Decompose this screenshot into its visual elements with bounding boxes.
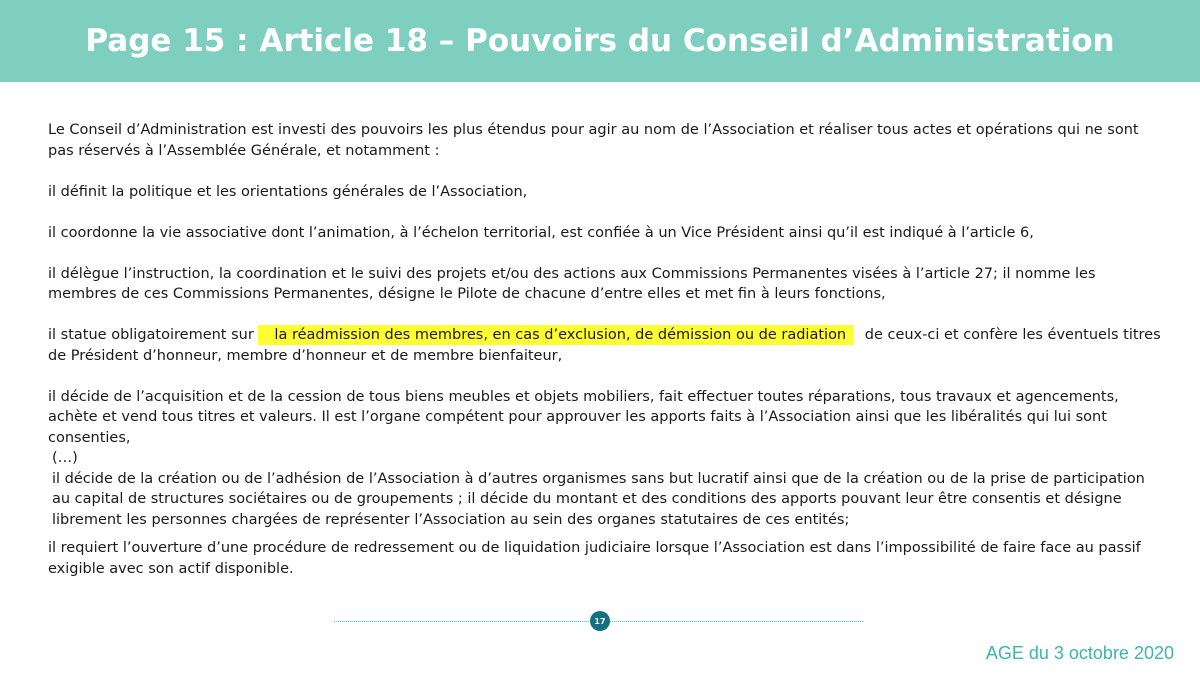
intro-paragraph: Le Conseil d’Administration est investi des pouvoirs les plus étendus pour agir au nom de l’Association et réaliser tous actes et opérations qui ne sont pas réservés à l’Assemblée Générale, et notamment : — [48, 122, 1139, 159]
highlighted-text: la réadmission des membres, en cas d’exclusion, de démission ou de radiation — [258, 325, 854, 345]
slide-header — [0, 0, 1200, 82]
power-item-2: il coordonne la vie associative dont l’animation, à l’échelon territorial, est confiée à un Vice Président ainsi qu’il est indiqué à l’article 6, — [48, 224, 1034, 241]
item4-trailing-text: de ceux-ci et confère les éventuels titres de Président d’honneur, membre d’honneur et de membre bienfaiteur, — [48, 327, 1161, 364]
power-item-1: il définit la politique et les orientations générales de l’Association, — [48, 183, 528, 200]
power-item-7: il requiert l’ouverture d’une procédure de redressement ou de liquidation judiciaire lorsque l’Association est dans l’impossibilité de faire face au passif exigible avec son actif disponible. — [48, 540, 1141, 577]
power-item-6: il décide de la création ou de l’adhésion de l’Association à d’autres organismes sans but lucratif ainsi que de la création ou de la prise de participation au capital de structures sociétaires ou de groupements ; il décide du montant et des conditions des apports pouvant leur être consentis et désigne librement les personnes chargées de représenter l’Association au sein des organes statutaires de ces entités; — [52, 470, 1145, 528]
article-body — [48, 120, 1163, 579]
item4-lead-text: il statue obligatoirement sur — [48, 327, 259, 343]
slide-title: Page 15 : Article 18 – Pouvoirs du Conseil d’Administration — [85, 23, 1115, 59]
page-number-badge: 17 — [590, 611, 610, 631]
power-item-4 — [48, 325, 1163, 366]
meeting-label: AGE du 3 octobre 2020 — [985, 643, 1174, 663]
ellipsis: (…) — [52, 450, 78, 466]
power-item-5: il décide de l’acquisition et de la cession de tous biens meubles et objets mobiliers, fait effectuer toutes réparations, tous travaux et agencements, achète et vend tous titres et valeurs. Il est l’organe compétent pour approuver les apports faits à l’Association ainsi que les libéralités qui lui sont consenties, — [48, 388, 1119, 446]
power-item-3: il délègue l’instruction, la coordination et le suivi des projets et/ou des actions aux Commissions Permanentes visées à l’article 27; il nomme les membres de ces Commissions Permanentes, désigne le Pilote de chacune d’entre elles et met fin à leurs fonctions, — [48, 265, 1096, 302]
